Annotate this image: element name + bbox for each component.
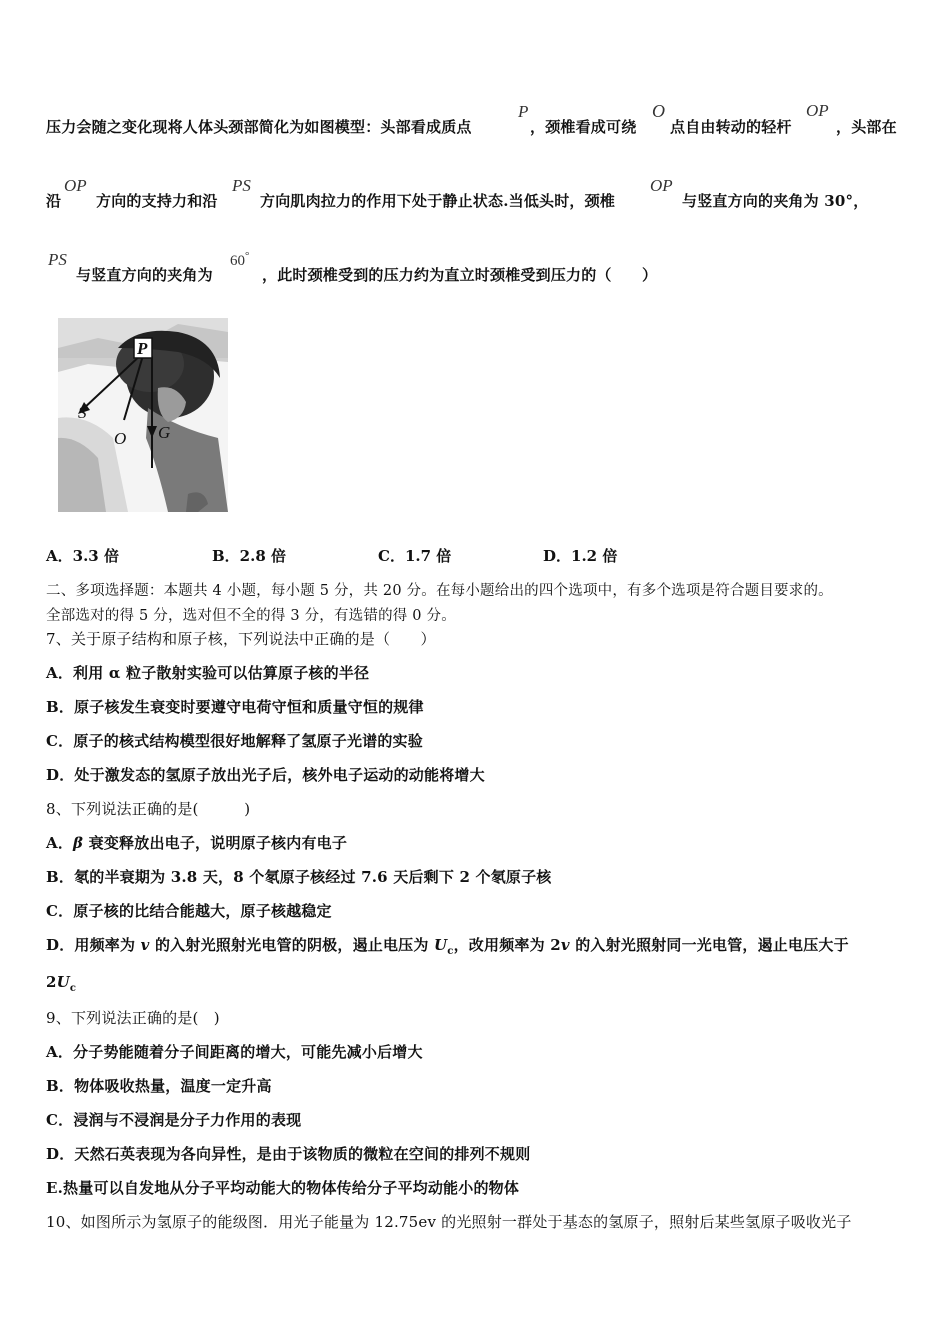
symbol-op-3: OP: [650, 176, 673, 195]
q6-line1: [46, 116, 472, 137]
q6-option-b[interactable]: B．2.8 倍: [212, 547, 286, 565]
q6-line3-c: ，此时颈椎受到的压力约为直立时颈椎受到压力的（ ）: [262, 266, 658, 284]
q8-option-d-part2: 的入射光照射光电管的阴极，遏止电压为: [149, 936, 435, 954]
q8-option-d-part3: ，改用频率为 2: [453, 936, 561, 954]
q10-stem: 10、如图所示为氢原子的能级图．用光子能量为 12.75ev 的光照射一群处于基态的氢原子，照射后某些氢原子吸收光子: [46, 1213, 852, 1231]
q6-line2-a: 沿: [46, 192, 62, 210]
figure-label-g: G: [158, 423, 171, 442]
q6-line2-d: 与竖直方向的夹角为 30°，: [682, 192, 869, 210]
q7-option-a[interactable]: A．利用 α 粒子散射实验可以估算原子核的半径: [46, 664, 370, 682]
beta-symbol: β: [73, 834, 84, 852]
q6-line2-c: 方向肌肉拉力的作用下处于静止状态.当低头时，颈椎: [260, 192, 616, 210]
q8-option-d-line2: [46, 973, 76, 994]
q9-option-e[interactable]: E.热量可以自发地从分子平均动能大的物体传给分子平均动能小的物体: [46, 1179, 520, 1197]
q7-option-c[interactable]: C．原子的核式结构模型很好地解释了氢原子光谱的实验: [46, 732, 423, 750]
q8-option-b[interactable]: B．氡的半衰期为 3.8 天，8 个氡原子核经过 7.6 天后剩下 2 个氡原子核: [46, 868, 552, 886]
q6-option-c[interactable]: C．1.7 倍: [378, 547, 452, 565]
symbol-o: O: [652, 101, 665, 121]
q9-stem: 9、下列说法正确的是( ): [46, 1009, 220, 1027]
section2-line1: 二、多项选择题：本题共 4 小题，每小题 5 分，共 20 分。在每小题给出的四个选项中，有多个选项是符合题目要求的。: [46, 583, 833, 599]
symbol-ps-2: PS: [48, 250, 67, 269]
nu-symbol: v: [140, 936, 150, 954]
q9-option-a[interactable]: A．分子势能随着分子间距离的增大，可能先减小后增大: [46, 1043, 423, 1061]
section2-line2: 全部选对的得 5 分，选对但不全的得 3 分，有选错的得 0 分。: [46, 608, 456, 624]
q7-option-b[interactable]: B．原子核发生衰变时要遵守电荷守恒和质量守恒的规律: [46, 698, 424, 716]
angle-value: 60°: [230, 250, 250, 269]
nu-symbol-2: v: [560, 936, 570, 954]
degree-sign: °: [245, 250, 250, 262]
symbol-op-2: OP: [64, 176, 87, 195]
u-symbol: U: [434, 936, 448, 954]
q6-option-a[interactable]: A．3.3 倍: [46, 547, 119, 565]
u-symbol-2: U: [56, 973, 70, 991]
q8-option-c[interactable]: C．原子核的比结合能越大，原子核越稳定: [46, 902, 332, 920]
u-subscript: c: [447, 946, 454, 957]
q9-option-b[interactable]: B．物体吸收热量，温度一定升高: [46, 1077, 272, 1095]
figure-illustration: [58, 318, 228, 512]
q7-option-d[interactable]: D．处于激发态的氢原子放出光子后，核外电子运动的动能将增大: [46, 766, 485, 784]
q9-option-c[interactable]: C．浸润与不浸润是分子力作用的表现: [46, 1111, 302, 1129]
figure-label-s: S: [78, 403, 87, 422]
figure-label-p: P: [137, 339, 148, 358]
symbol-p: P: [518, 102, 529, 121]
q6-line1-d: ，头部在: [836, 118, 897, 136]
q8-option-a-prefix: A．: [46, 834, 74, 852]
q6-line1-b: ，颈椎看成可绕: [530, 118, 637, 136]
q8-stem: 8、下列说法正确的是( ): [46, 800, 251, 818]
q9-option-d[interactable]: D．天然石英表现为各向异性，是由于该物质的微粒在空间的排列不规则: [46, 1145, 531, 1163]
q6-line2-b: 方向的支持力和沿: [96, 192, 218, 210]
q8-option-d-part4: 的入射光照射同一光电管，遏止电压大于: [569, 936, 849, 954]
u-subscript-2: c: [69, 983, 77, 994]
q7-stem: 7、关于原子结构和原子核，下列说法中正确的是（ ）: [46, 630, 436, 648]
q8-option-d[interactable]: [46, 934, 849, 957]
symbol-op-1: OP: [806, 101, 829, 120]
q6-line3-b: 与竖直方向的夹角为: [76, 266, 213, 284]
symbol-ps-1: PS: [232, 176, 251, 195]
q6-line1-a: 压力会随之变化现将人体头颈部简化为如图模型：头部看成质点: [46, 118, 472, 136]
figure-label-o: O: [114, 429, 127, 448]
two-factor: 2: [46, 973, 57, 991]
q8-option-a-text: 衰变释放出电子，说明原子核内有电子: [83, 834, 348, 852]
q6-line1-c: 点自由转动的轻杆: [670, 118, 792, 136]
neck-model-figure: [58, 318, 228, 512]
q8-option-a[interactable]: [46, 832, 347, 853]
q6-option-d[interactable]: D．1.2 倍: [543, 547, 618, 565]
q8-option-d-part1: D．用频率为: [46, 936, 141, 954]
